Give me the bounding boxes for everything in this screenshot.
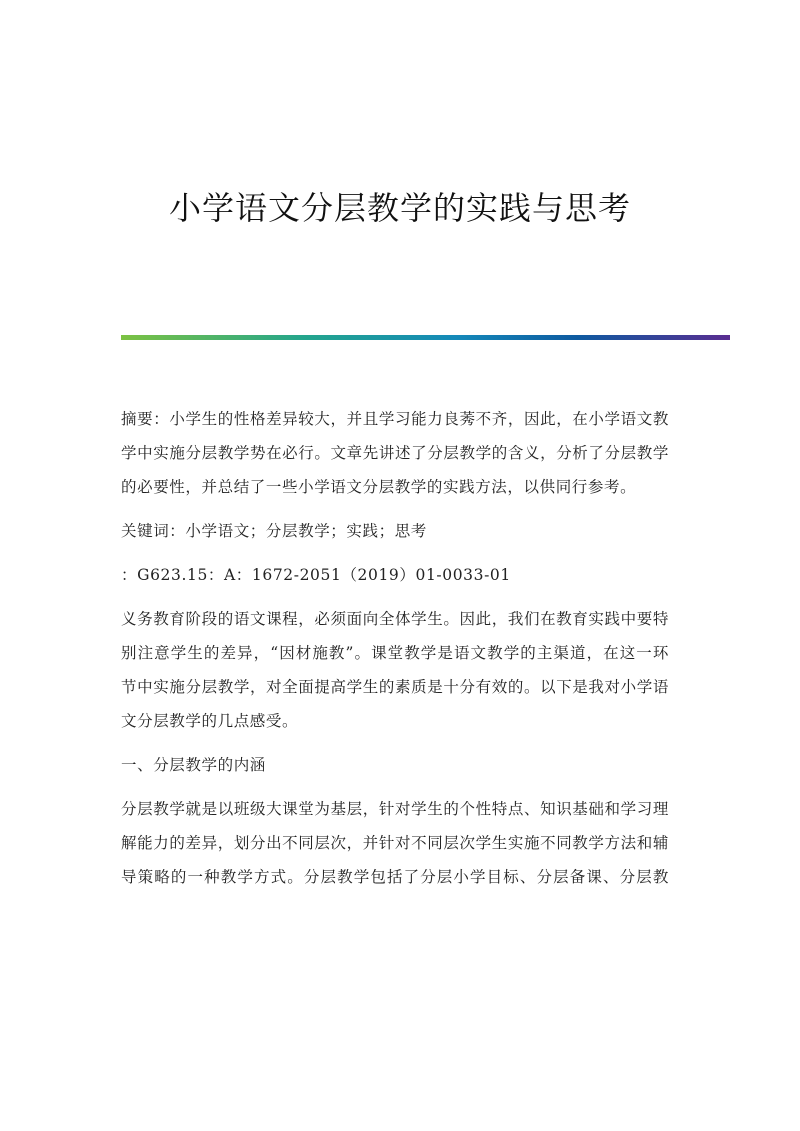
intro-line: 别注意学生的差异，“因材施教”。课堂教学是语文教学的主渠道，在这一环 <box>121 644 669 662</box>
section1-heading: 一、分层教学的内涵 <box>121 756 266 774</box>
intro-line: 义务教育阶段的语文课程，必须面向全体学生。因此，我们在教育实践中要特 <box>121 610 669 628</box>
intro-line: 文分层教学的几点感受。 <box>121 712 299 730</box>
abstract-line: 摘要：小学生的性格差异较大，并且学习能力良莠不齐，因此，在小学语文教 <box>121 410 669 428</box>
section1-line: 分层教学就是以班级大课堂为基层，针对学生的个性特点、知识基础和学习理 <box>121 800 669 818</box>
document-title: 小学语文分层教学的实践与思考 <box>168 189 631 227</box>
section1-line: 导策略的一种教学方式。分层教学包括了分层小学目标、分层备课、分层教 <box>121 868 669 886</box>
keywords-paragraph <box>121 514 669 548</box>
intro-line: 节中实施分层教学，对全面提高学生的素质是十分有效的。以下是我对小学语 <box>121 678 669 696</box>
classification-paragraph <box>121 558 669 592</box>
document-body <box>121 402 669 904</box>
keywords-line: 关键词：小学语文；分层教学；实践；思考 <box>121 522 427 540</box>
abstract-paragraph <box>121 402 669 504</box>
section-heading <box>121 748 669 782</box>
section1-line: 解能力的差异，划分出不同层次，并针对不同层次学生实施不同教学方法和辅 <box>121 834 669 852</box>
intro-paragraph <box>121 602 669 738</box>
title-divider <box>121 335 730 340</box>
abstract-line: 的必要性，并总结了一些小学语文分层教学的实践方法，以供同行参考。 <box>121 478 637 496</box>
classification-line: ：G623.15：A：1672-2051（2019）01-0033-01 <box>121 566 511 584</box>
section1-paragraph <box>121 792 669 894</box>
abstract-line: 学中实施分层教学势在必行。文章先讲述了分层教学的含义，分析了分层教学 <box>121 444 669 462</box>
